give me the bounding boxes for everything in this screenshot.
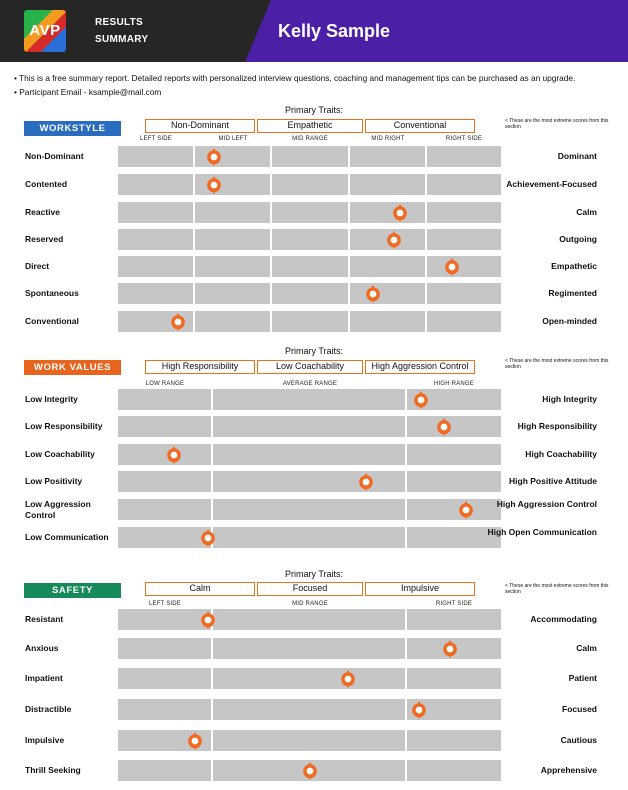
primary-trait-3: High Aggression Control xyxy=(365,360,475,374)
score-track-cell xyxy=(272,229,348,250)
score-marker-icon xyxy=(443,258,461,276)
score-marker-icon xyxy=(199,529,217,547)
score-track-cell xyxy=(118,283,193,304)
score-track-cell xyxy=(350,174,425,195)
score-marker-icon xyxy=(435,418,453,436)
trait-right-label: High Responsibility xyxy=(517,421,597,431)
trait-left-label: Spontaneous xyxy=(25,288,79,298)
score-track-cell xyxy=(118,202,193,223)
column-heading: MID RANGE xyxy=(292,136,328,142)
score-track-cell xyxy=(350,202,425,223)
extreme-scores-note: < These are the most extreme scores from this section xyxy=(505,118,609,131)
trait-right-label: Calm xyxy=(576,207,597,217)
score-track-cell xyxy=(118,638,211,659)
primary-trait-1: Calm xyxy=(145,582,255,596)
trait-left-label: Thrill Seeking xyxy=(25,765,81,775)
score-track-cell xyxy=(350,311,425,332)
score-track-cell xyxy=(213,699,405,720)
score-track-cell xyxy=(350,283,425,304)
score-track-cell xyxy=(118,760,211,781)
score-track-cell xyxy=(213,638,405,659)
trait-right-label: Apprehensive xyxy=(540,765,597,775)
column-heading: MID RANGE xyxy=(292,601,328,607)
trait-left-label: Low Integrity xyxy=(25,394,78,404)
score-track-cell xyxy=(213,444,405,465)
trait-right-label: Cautious xyxy=(560,735,597,745)
score-marker-icon xyxy=(186,732,204,750)
score-track-cell xyxy=(118,499,211,520)
trait-right-label: High Aggression Control xyxy=(496,498,597,509)
column-heading: LOW RANGE xyxy=(145,381,185,387)
trait-left-label: Reactive xyxy=(25,207,60,217)
score-track-cell xyxy=(350,256,425,277)
logo-text: AVP xyxy=(29,22,61,39)
score-marker-icon xyxy=(301,762,319,780)
trait-left-label: Direct xyxy=(25,261,50,271)
trait-left-label: Non-Dominant xyxy=(25,151,84,161)
trait-right-label: Regimented xyxy=(548,288,597,298)
score-marker-icon xyxy=(205,148,223,166)
report-notes xyxy=(14,72,575,99)
primary-trait-2: Empathetic xyxy=(257,119,363,133)
score-marker-icon xyxy=(205,176,223,194)
score-track-cell xyxy=(213,389,405,410)
note-upgrade: • This is a free summary report. Detailed reports with personalized interview questions, coaching and management tips can be purchased as an upgrade. xyxy=(14,73,576,83)
score-track-cell xyxy=(272,256,348,277)
score-track-cell xyxy=(118,146,193,167)
primary-trait-1: Non-Dominant xyxy=(145,119,255,133)
score-track-cell xyxy=(272,174,348,195)
trait-right-label: High Coachability xyxy=(525,449,597,459)
column-heading: LEFT SIDE xyxy=(148,601,182,607)
trait-right-label: High Integrity xyxy=(542,394,597,404)
score-marker-icon xyxy=(412,391,430,409)
score-marker-icon xyxy=(357,473,375,491)
score-track-cell xyxy=(213,416,405,437)
trait-left-label: Impatient xyxy=(25,673,63,683)
primary-trait-2: Focused xyxy=(257,582,363,596)
avp-logo xyxy=(24,10,66,52)
score-track-cell xyxy=(272,311,348,332)
trait-right-label: Achievement-Focused xyxy=(506,179,597,189)
score-marker-icon xyxy=(165,446,183,464)
trait-left-label: Anxious xyxy=(25,643,59,653)
score-track-cell xyxy=(118,527,211,548)
primary-traits-title: Primary Traits: xyxy=(284,569,343,579)
trait-left-label: Conventional xyxy=(25,316,79,326)
column-heading: AVERAGE RANGE xyxy=(282,381,338,387)
score-track-cell xyxy=(118,256,193,277)
section-label: SAFETY xyxy=(24,583,121,598)
section-label: WORKSTYLE xyxy=(24,121,121,136)
trait-left-label: Low Coachability xyxy=(25,449,95,459)
score-track-cell xyxy=(195,229,270,250)
primary-trait-2: Low Coachability xyxy=(257,360,363,374)
column-heading: RIGHT SIDE xyxy=(445,136,483,142)
score-track-cell xyxy=(195,202,270,223)
report-title-line1: RESULTS xyxy=(95,17,144,28)
score-track-cell xyxy=(118,699,211,720)
note-email: • Participant Email - ksample@mail.com xyxy=(14,86,162,97)
score-marker-icon xyxy=(457,501,475,519)
score-track-cell xyxy=(213,471,405,492)
trait-left-label: Low Communication xyxy=(25,532,109,542)
score-track-cell xyxy=(118,471,211,492)
report-title-line2: SUMMARY xyxy=(95,34,149,45)
trait-left-label: Low Aggression Control xyxy=(25,498,91,520)
score-track-cell xyxy=(213,527,405,548)
trait-right-label: High Open Communication xyxy=(487,526,597,537)
extreme-scores-note: < These are the most extreme scores from this section xyxy=(505,358,609,371)
primary-trait-1: High Responsibility xyxy=(145,360,255,374)
score-marker-icon xyxy=(364,285,382,303)
score-track-cell xyxy=(118,609,211,630)
trait-right-label: Empathetic xyxy=(551,261,597,271)
score-track-cell xyxy=(213,668,405,689)
score-track-cell xyxy=(118,229,193,250)
column-heading: HIGH RANGE xyxy=(433,381,474,387)
score-track-cell xyxy=(118,668,211,689)
column-heading: RIGHT SIDE xyxy=(435,601,473,607)
participant-name: Kelly Sample xyxy=(278,21,391,41)
report-header xyxy=(0,0,628,62)
trait-right-label: Calm xyxy=(576,643,597,653)
section-label: WORK VALUES xyxy=(24,360,121,375)
score-track-cell xyxy=(195,311,270,332)
score-track-cell xyxy=(350,146,425,167)
column-heading: MID RIGHT xyxy=(371,136,405,142)
score-marker-icon xyxy=(199,611,217,629)
trait-left-label: Low Positivity xyxy=(25,476,83,486)
score-marker-icon xyxy=(385,231,403,249)
score-marker-icon xyxy=(391,204,409,222)
trait-left-label: Reserved xyxy=(25,234,64,244)
trait-left-label: Resistant xyxy=(25,614,64,624)
trait-right-label: Open-minded xyxy=(542,316,597,326)
score-track-cell xyxy=(272,146,348,167)
trait-left-label: Impulsive xyxy=(25,735,65,745)
score-track-cell xyxy=(213,609,405,630)
score-track-cell xyxy=(213,730,405,751)
extreme-scores-note: < These are the most extreme scores from this section xyxy=(505,583,609,596)
trait-left-label: Low Responsibility xyxy=(25,421,103,431)
trait-right-label: Accommodating xyxy=(530,614,597,624)
score-track-cell xyxy=(272,202,348,223)
primary-traits-title: Primary Traits: xyxy=(284,346,343,356)
primary-trait-3: Conventional xyxy=(365,119,475,133)
score-track-cell xyxy=(118,416,211,437)
score-marker-icon xyxy=(410,701,428,719)
score-track-cell xyxy=(195,256,270,277)
score-track-cell xyxy=(118,389,211,410)
column-heading: MID LEFT xyxy=(218,136,248,142)
report-title xyxy=(95,14,148,48)
score-track-cell xyxy=(195,283,270,304)
primary-traits-title: Primary Traits: xyxy=(284,105,343,115)
score-marker-icon xyxy=(169,313,187,331)
score-track-cell xyxy=(213,499,405,520)
trait-right-label: Patient xyxy=(568,673,597,683)
score-track-cell xyxy=(118,174,193,195)
score-marker-icon xyxy=(441,640,459,658)
column-heading: LEFT SIDE xyxy=(139,136,173,142)
primary-trait-3: Impulsive xyxy=(365,582,475,596)
score-marker-icon xyxy=(339,670,357,688)
trait-left-label: Distractible xyxy=(25,704,72,714)
trait-right-label: High Positive Attitude xyxy=(509,476,597,486)
score-track-cell xyxy=(272,283,348,304)
trait-right-label: Focused xyxy=(562,704,597,714)
trait-left-label: Contented xyxy=(25,179,68,189)
trait-right-label: Dominant xyxy=(557,151,597,161)
trait-right-label: Outgoing xyxy=(559,234,597,244)
